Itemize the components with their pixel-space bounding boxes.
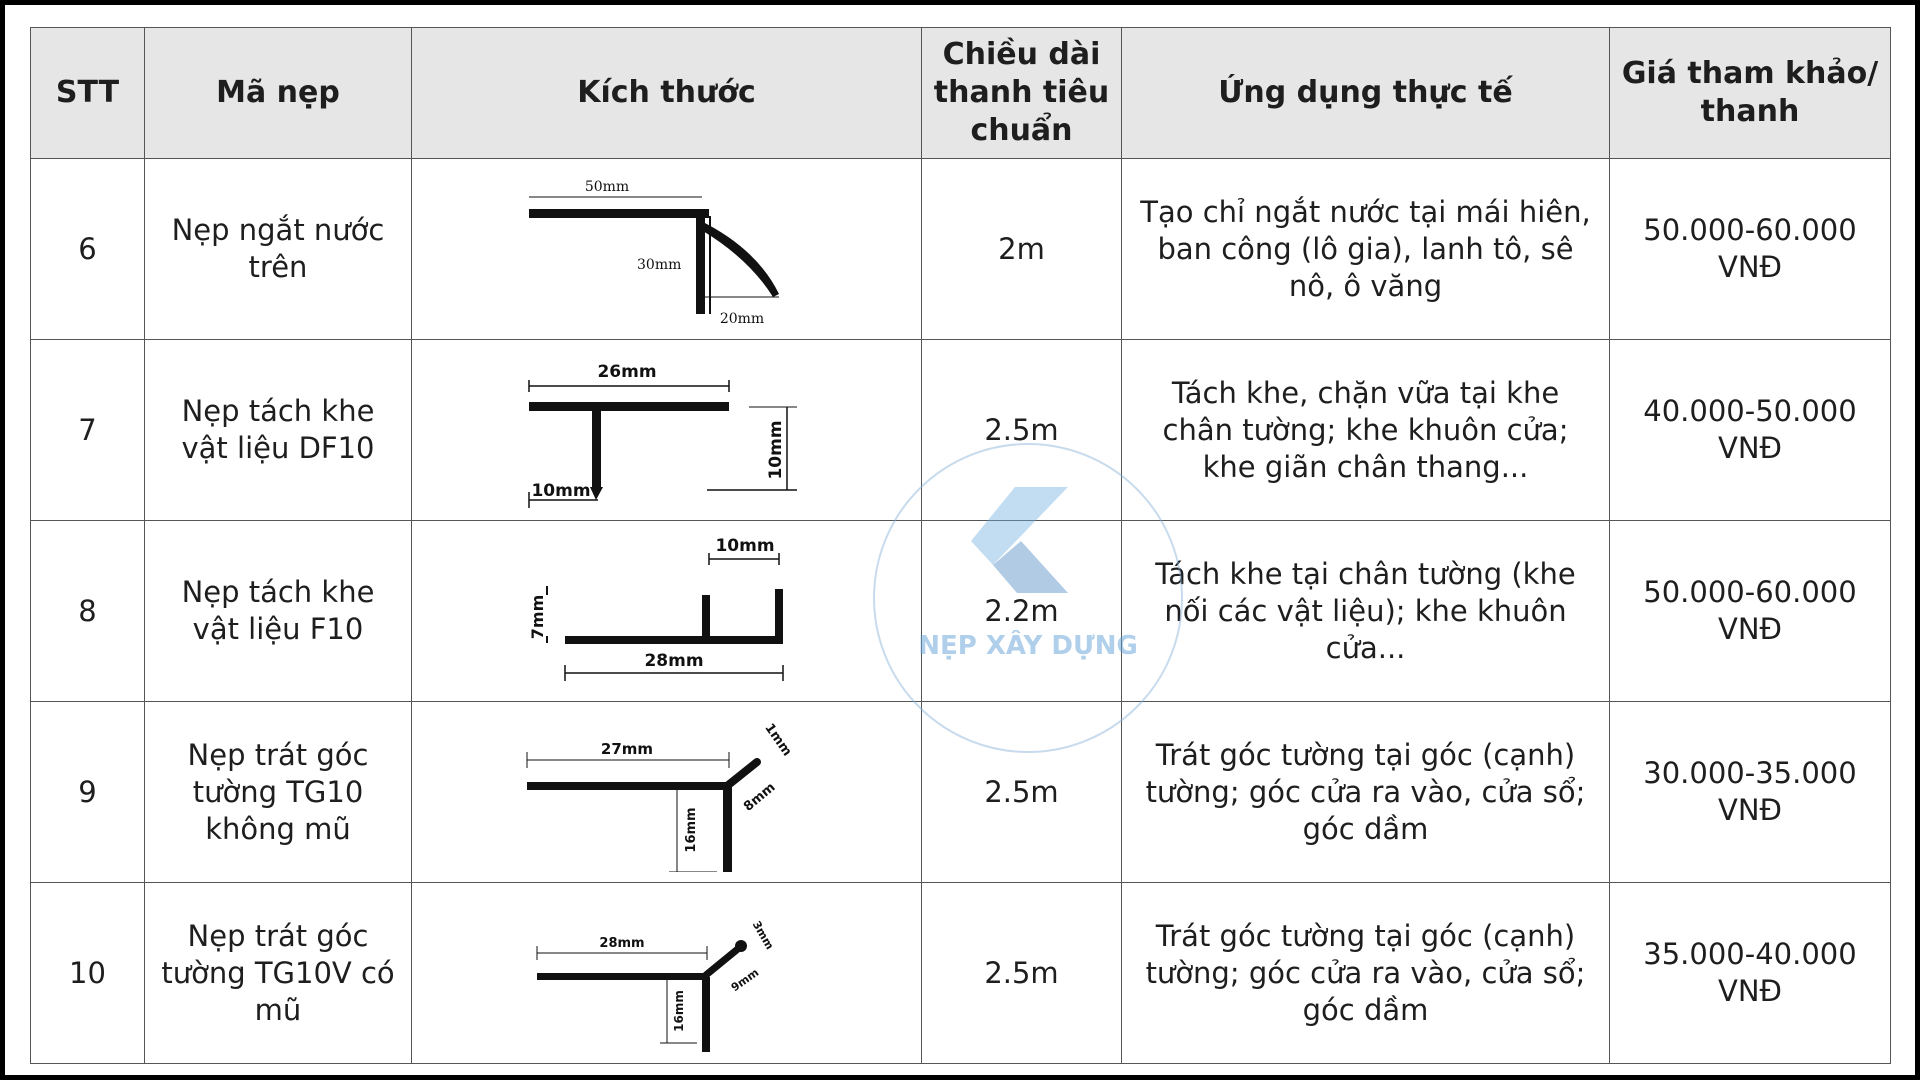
dim-label: 1mm <box>760 720 794 760</box>
profile-diagram-df10 <box>517 350 817 510</box>
table-row <box>31 521 1891 702</box>
cell-stt: 6 <box>31 159 145 340</box>
dim-label: 7mm <box>527 594 547 640</box>
dim-label: 9mm <box>728 966 761 995</box>
price-unit: VNĐ <box>1717 793 1782 827</box>
profile-diagram-tg10 <box>517 712 817 872</box>
cell-price <box>1610 340 1891 521</box>
profile-diagram-tg10v <box>517 893 817 1053</box>
cell-diagram <box>412 340 922 521</box>
cell-length: 2.2m <box>922 521 1122 702</box>
cell-length: 2m <box>922 159 1122 340</box>
cell-stt: 8 <box>31 521 145 702</box>
dim-label: 3mm <box>749 918 776 952</box>
price-value: 50.000-60.000 <box>1643 213 1857 247</box>
cell-application: Tách khe tại chân tường (khe nối các vật liệu); khe khuôn cửa... <box>1122 521 1610 702</box>
cell-name: Nẹp tách khe vật liệu F10 <box>145 521 412 702</box>
profile-diagram-drip-edge <box>517 169 817 329</box>
price-value: 30.000-35.000 <box>1643 756 1857 790</box>
cell-name: Nẹp trát góc tường TG10V có mũ <box>145 883 412 1064</box>
dim-label: 50mm <box>584 179 629 195</box>
table-row <box>31 159 1891 340</box>
cell-diagram <box>412 521 922 702</box>
cell-price <box>1610 702 1891 883</box>
table-row <box>31 883 1891 1064</box>
cell-stt: 10 <box>31 883 145 1064</box>
table-row <box>31 340 1891 521</box>
profile-diagram-f10 <box>517 531 817 691</box>
price-value: 35.000-40.000 <box>1643 937 1857 971</box>
cell-application: Trát góc tường tại góc (cạnh) tường; góc cửa ra vào, cửa sổ; góc dầm <box>1122 702 1610 883</box>
product-table <box>30 27 1891 1064</box>
price-value: 40.000-50.000 <box>1643 394 1857 428</box>
header-stt: STT <box>31 28 145 159</box>
price-unit: VNĐ <box>1717 974 1782 1008</box>
cell-stt: 7 <box>31 340 145 521</box>
cell-length: 2.5m <box>922 340 1122 521</box>
cell-price <box>1610 883 1891 1064</box>
cell-name: Nẹp ngắt nước trên <box>145 159 412 340</box>
dim-label: 8mm <box>740 779 778 815</box>
header-code: Mã nẹp <box>145 28 412 159</box>
dim-label: 10mm <box>765 420 786 480</box>
dim-label: 28mm <box>643 651 704 671</box>
cell-diagram <box>412 159 922 340</box>
dim-label: 10mm <box>714 536 775 556</box>
dim-label: 26mm <box>596 362 657 382</box>
cell-application: Trát góc tường tại góc (cạnh) tường; góc cửa ra vào, cửa sổ; góc dầm <box>1122 883 1610 1064</box>
cell-application: Tạo chỉ ngắt nước tại mái hiên, ban công (lô gia), lanh tô, sê nô, ô văng <box>1122 159 1610 340</box>
dim-label: 28mm <box>598 936 645 951</box>
price-unit: VNĐ <box>1717 431 1782 465</box>
header-row <box>31 28 1891 159</box>
header-price: Giá tham khảo/ thanh <box>1610 28 1891 159</box>
dim-label: 27mm <box>600 740 653 758</box>
header-application: Ứng dụng thực tế <box>1122 28 1610 159</box>
dim-label: 30mm <box>636 257 681 273</box>
cell-price <box>1610 521 1891 702</box>
price-unit: VNĐ <box>1717 612 1782 646</box>
cell-diagram <box>412 702 922 883</box>
cell-name: Nẹp tách khe vật liệu DF10 <box>145 340 412 521</box>
dim-label: 10mm <box>530 481 591 501</box>
header-length: Chiều dài thanh tiêu chuẩn <box>922 28 1122 159</box>
dim-label: 16mm <box>683 807 699 853</box>
table-row <box>31 702 1891 883</box>
dim-label: 20mm <box>719 311 764 327</box>
dim-label: 16mm <box>671 990 686 1032</box>
page-sheet <box>5 5 1915 1075</box>
cell-price <box>1610 159 1891 340</box>
cell-stt: 9 <box>31 702 145 883</box>
cell-length: 2.5m <box>922 702 1122 883</box>
watermark-text: NẸP XÂY DỰNG <box>918 631 1138 661</box>
price-value: 50.000-60.000 <box>1643 575 1857 609</box>
cell-diagram <box>412 883 922 1064</box>
price-unit: VNĐ <box>1717 250 1782 284</box>
cell-application: Tách khe, chặn vữa tại khe chân tường; khe khuôn cửa; khe giãn chân thang... <box>1122 340 1610 521</box>
cell-length: 2.5m <box>922 883 1122 1064</box>
cell-name: Nẹp trát góc tường TG10 không mũ <box>145 702 412 883</box>
header-size: Kích thước <box>412 28 922 159</box>
